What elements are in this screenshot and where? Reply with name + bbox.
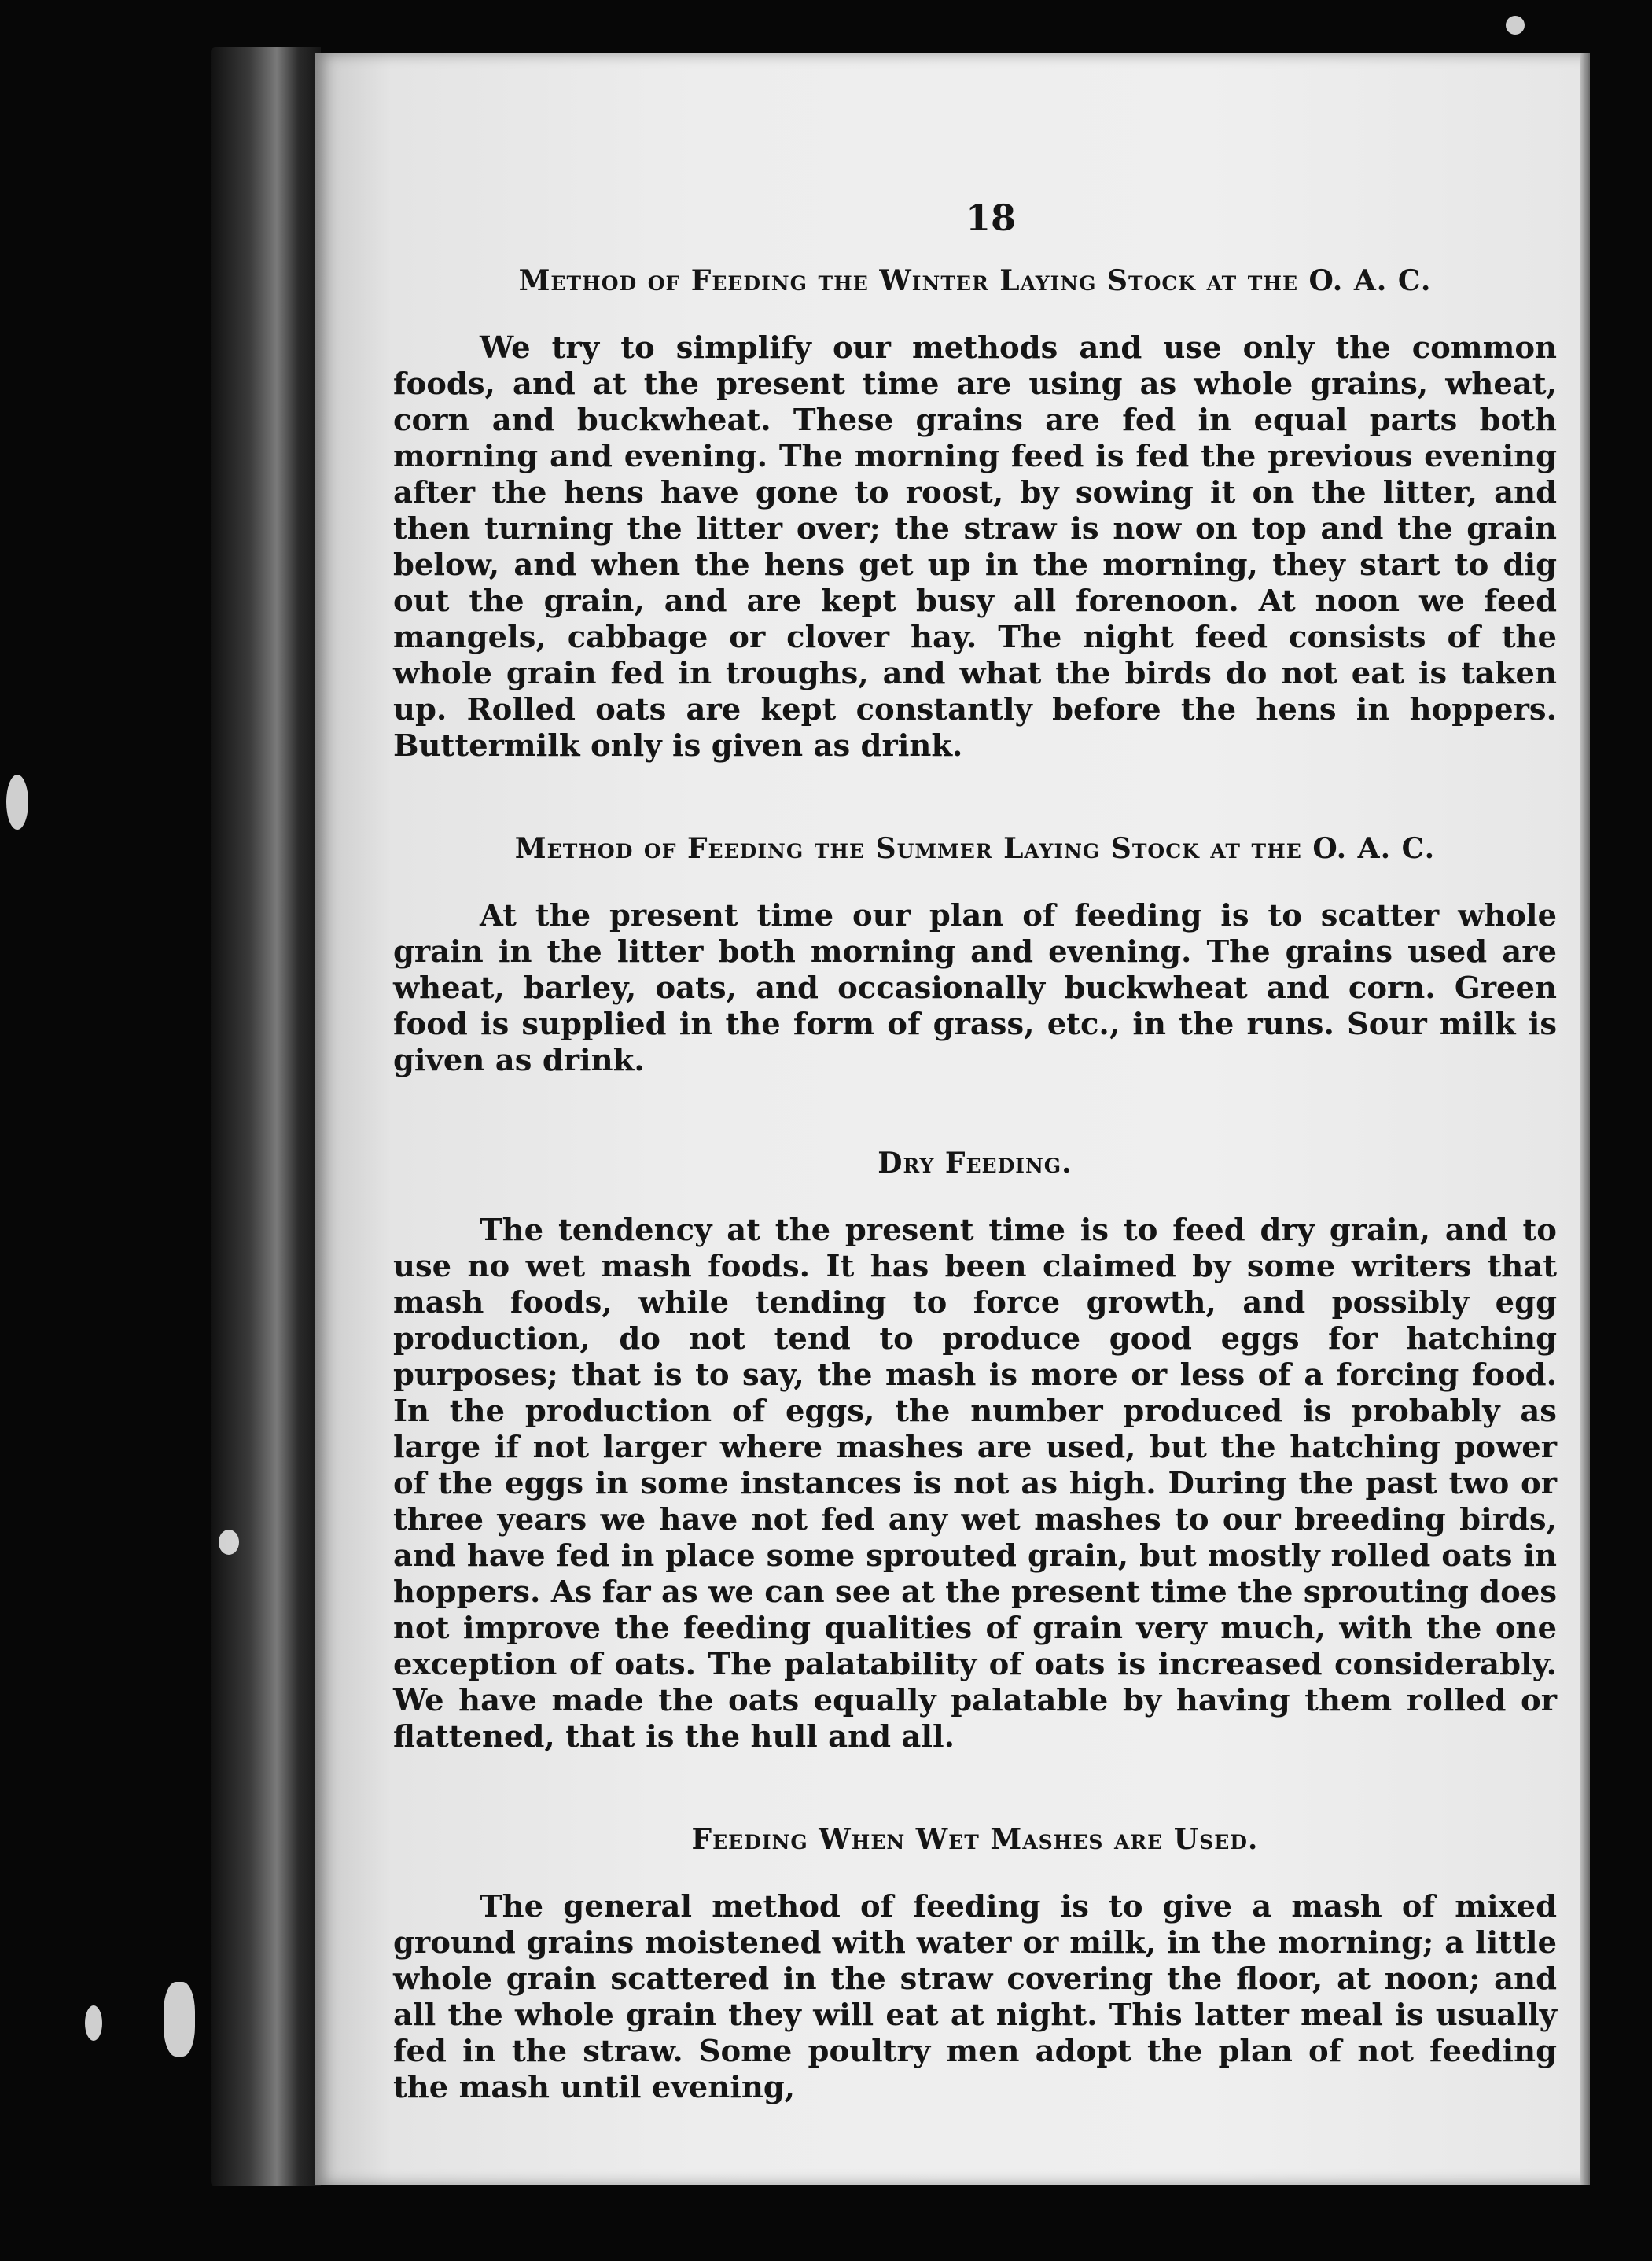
section-body-winter: We try to simplify our methods and use only the common foods, and at the present time are using as whole grains, wheat, corn and buckwheat. These grains are fed in equal parts both morning and evening. The morning feed is fed the previous evening after the hens have gone to roost, by sowing it on the litter, and then turning the litter over; the straw is now on top and the grain below, and when the hens get up in the morning, they start to dig out the grain, and are kept busy all forenoon. At noon we feed mangels, cabbage or clover hay. The night feed consists of the whole grain fed in troughs, and what the birds do not eat is taken up. Rolled oats are kept constantly before the hens in hoppers. Buttermilk only is given as drink. xyxy=(393,330,1557,764)
section-heading-winter: Method of Feeding the Winter Laying Stock at the O. A. C. xyxy=(518,264,1432,297)
section-body-wet-mashes: The general method of feeding is to give a mash of mixed ground grains moistened with water or milk, in the morning; a little whole grain scattered in the straw covering the floor, at noon; and all the whole grain they will eat at night. This latter meal is usually fed in the straw. Some poultry men adopt the plan of not feeding the mash until evening, xyxy=(393,1889,1557,2105)
page-edge xyxy=(1580,53,1590,2185)
scan-speck xyxy=(164,1982,195,2057)
section-heading-summer: Method of Feeding the Summer Laying Stock at the O. A. C. xyxy=(514,832,1436,865)
page-number: 18 xyxy=(965,197,1016,239)
scan-speck xyxy=(1506,16,1525,35)
section-heading-dry-feeding: Dry Feeding. xyxy=(878,1147,1073,1180)
section-heading-wet-mashes: Feeding When Wet Mashes are Used. xyxy=(691,1823,1259,1856)
page-content xyxy=(393,197,1557,2106)
section-body-summer: At the present time our plan of feeding is to scatter whole grain in the litter both morning and evening. The grains used are wheat, barley, oats, and occasionally buckwheat and corn. Green food is supplied in the form of grass, etc., in the runs. Sour milk is given as drink. xyxy=(393,898,1557,1078)
scan-speck xyxy=(85,2005,102,2041)
section-body-dry-feeding: The tendency at the present time is to feed dry grain, and to use no wet mash foods. It has been claimed by some writers that mash foods, while tending to force growth, and possibly egg production, do not tend to produce good eggs for hatching purposes; that is to say, the mash is more or less of a forcing food. In the production of eggs, the number produced is probably as large if not larger where mashes are used, but the hatching power of the eggs in some instances is not as high. During the past two or three years we have not fed any wet mashes to our breeding birds, and have fed in place some sprouted grain, but mostly rolled oats in hoppers. As far as we can see at the present time the sprouting does not improve the feeding qualities of grain very much, with the one exception of oats. The palatability of oats is increased considerably. We have made the oats equally palatable by having them rolled or flattened, that is the hull and all. xyxy=(393,1213,1557,1755)
book-binding xyxy=(211,47,321,2186)
scan-speck xyxy=(219,1530,239,1555)
scan-speck xyxy=(6,775,28,830)
